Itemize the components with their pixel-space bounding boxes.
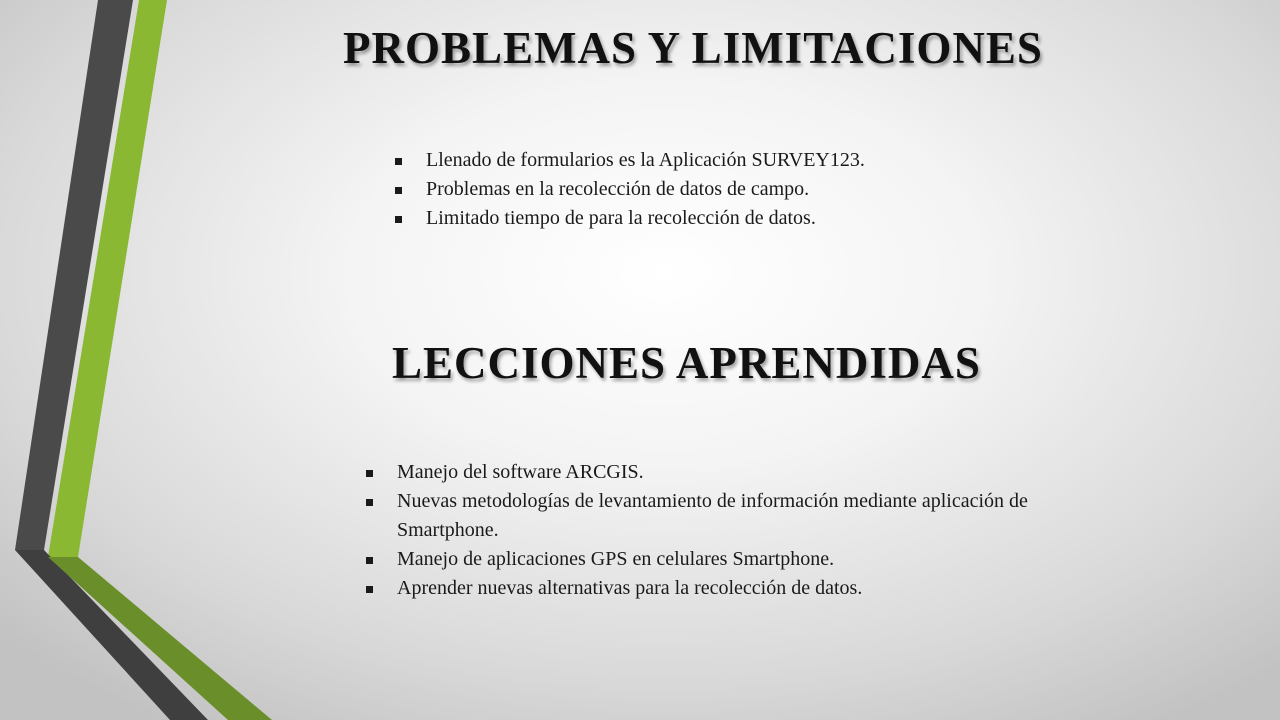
list-item-text: Manejo de aplicaciones GPS en celulares Smartphone.: [397, 548, 835, 570]
list-item: [393, 146, 1093, 175]
list-item-text: Problemas en la recolección de datos de campo.: [426, 178, 810, 200]
list-item: [364, 545, 1084, 574]
bullet-square-icon: [395, 158, 402, 165]
bullet-square-icon: [366, 557, 373, 564]
dark-stripe-diagonal: [15, 550, 208, 720]
list-item: [364, 574, 1084, 603]
list-item-text: Nuevas metodologías de levantamiento de información mediante aplicación de Smartphone.: [397, 490, 1028, 541]
bullet-square-icon: [366, 586, 373, 593]
lessons-list: [364, 458, 1084, 603]
problems-title: PROBLEMAS Y LIMITACIONES: [343, 23, 1043, 73]
bullet-square-icon: [395, 216, 402, 223]
lessons-title: LECCIONES APRENDIDAS: [392, 338, 981, 388]
bullet-square-icon: [395, 187, 402, 194]
bullet-square-icon: [366, 470, 373, 477]
list-item: [393, 175, 1093, 204]
list-item-text: Manejo del software ARCGIS.: [397, 461, 644, 483]
bullet-square-icon: [366, 499, 373, 506]
list-item-text: Aprender nuevas alternativas para la recolección de datos.: [397, 577, 863, 599]
list-item-text: Llenado de formularios es la Aplicación SURVEY123.: [426, 149, 865, 171]
problems-list: [393, 146, 1093, 233]
list-item: [364, 458, 1084, 487]
list-item: [393, 204, 1093, 233]
list-item-text: Limitado tiempo de para la recolección de datos.: [426, 207, 816, 229]
list-item: [364, 487, 1084, 545]
